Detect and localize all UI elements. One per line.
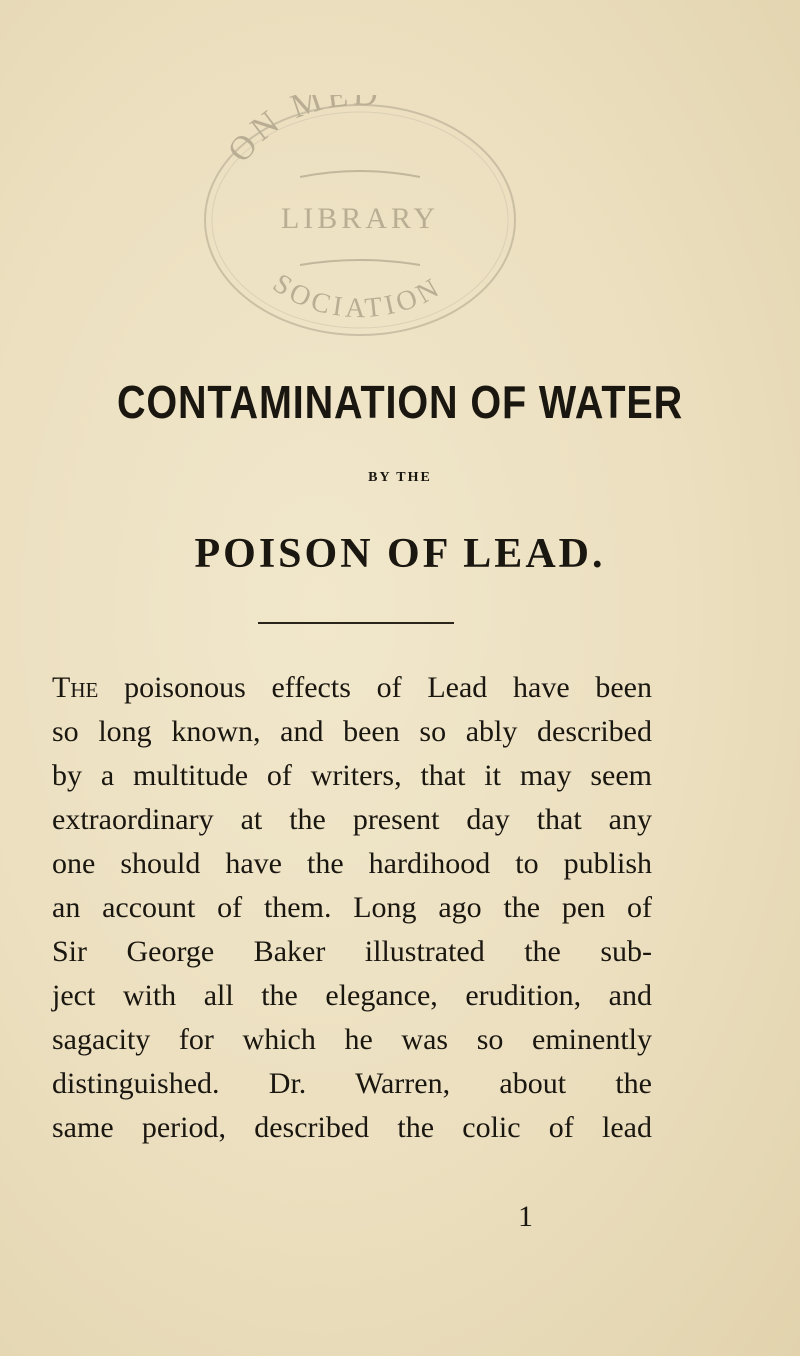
- text-line: sagacity for which he was so eminently: [52, 1023, 652, 1056]
- lead-word: The: [52, 671, 99, 704]
- document-title: CONTAMINATION OF WATER: [116, 376, 684, 428]
- text-line: so long known, and been so ably described: [52, 715, 652, 748]
- byline: BY THE: [368, 470, 432, 485]
- text-line: one should have the hardihood to publish: [52, 847, 652, 880]
- svg-text:ON MED: [221, 95, 383, 169]
- text-line: same period, described the colic of lead: [52, 1111, 652, 1144]
- library-stamp: [190, 95, 530, 355]
- text-line: by a multitude of writers, that it may seem: [52, 759, 652, 792]
- text-line: ject with all the elegance, erudition, and: [52, 979, 652, 1012]
- stamp-top-text: ON ME: [220, 95, 354, 170]
- page-number: 1: [518, 1200, 533, 1233]
- text-line: Sir George Baker illustrated the sub-: [52, 935, 652, 968]
- text-line: extraordinary at the present day that any: [52, 803, 652, 836]
- text-line: distinguished. Dr. Warren, about the: [52, 1067, 652, 1100]
- text-line: an account of them. Long ago the pen of: [52, 891, 652, 924]
- svg-text:SOCIATION: [267, 268, 447, 324]
- stamp-bottom-text: SOCIATION: [267, 267, 448, 325]
- body-paragraph: [52, 666, 652, 1150]
- stamp-center-text: LIBRARY: [280, 202, 440, 235]
- document-subtitle: POISON OF LEAD.: [194, 531, 606, 577]
- title-rule: [258, 622, 454, 624]
- text-line: The poisonous effects of Lead have been: [52, 671, 652, 704]
